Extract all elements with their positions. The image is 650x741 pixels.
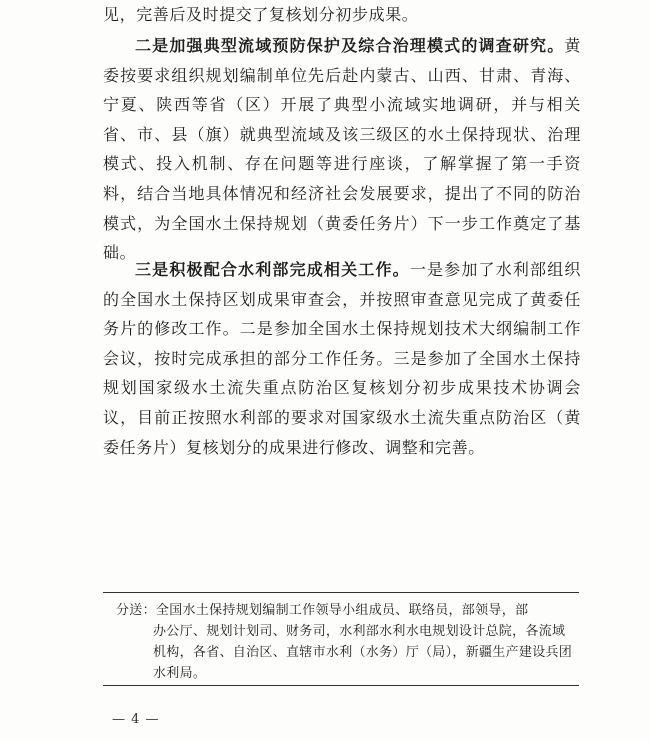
distribution-line-1: 全国水土保持规划编制工作领导小组成员、联络员，部领导，部 — [155, 603, 529, 618]
distribution-label: 分送： — [116, 603, 156, 618]
distribution-list — [116, 600, 578, 684]
paragraph-text: 见，完善后及时提交了复核划分初步成果。 — [103, 5, 419, 24]
paragraph-lead: 三是积极配合水利部完成相关工作。 — [135, 260, 410, 279]
paragraph-ministry-cooperation — [103, 255, 581, 462]
paragraph-lead: 二是加强典型流域预防保护及综合治理模式的调查研究。 — [135, 36, 565, 55]
divider-bottom — [103, 685, 579, 686]
paragraph-continuation — [103, 0, 581, 30]
paragraph-text: 一是参加了水利部组织的全国水土保持区划成果审查会，并按照审查意见完成了黄委任务片的修改工作。二是参加全国水土保持规划技术大纲编制工作会议，按时完成承担的部分工作任务。三是参加了全国水土保持规划国家级水土流失重点防治区复核划分初步成果技术协调会议，目前正按照水利部的要求对国家级水土流失重点防治区（黄委任务片）复核划分的成果进行修改、调整和完善。 — [103, 260, 581, 457]
distribution-continuation: 办公厅、规划计划司、财务司，水利部水利水电规划设计总院，各流域机构，各省、自治区、直辖市水利（水务）厅（局），新疆生产建设兵团水利局。 — [153, 624, 573, 681]
paragraph-text: 黄委按要求组织规划编制单位先后赴内蒙古、山西、甘肃、青海、宁夏、陕西等省（区）开展了典型小流域实地调研，并与相关省、市、县（旗）就典型流域及该三级区的水土保持现状、治理模式、投入机制、存在问题等进行座谈，了解掌握了第一手资料，结合当地具体情况和经济社会发展要求，提出了不同的防治模式，为全国水土保持规划（黄委任务片）下一步工作奠定了基础。 — [103, 36, 581, 263]
page-number: — 4 — — [112, 712, 160, 727]
divider-top — [103, 592, 579, 593]
paragraph-typical-basin-survey — [103, 31, 581, 268]
